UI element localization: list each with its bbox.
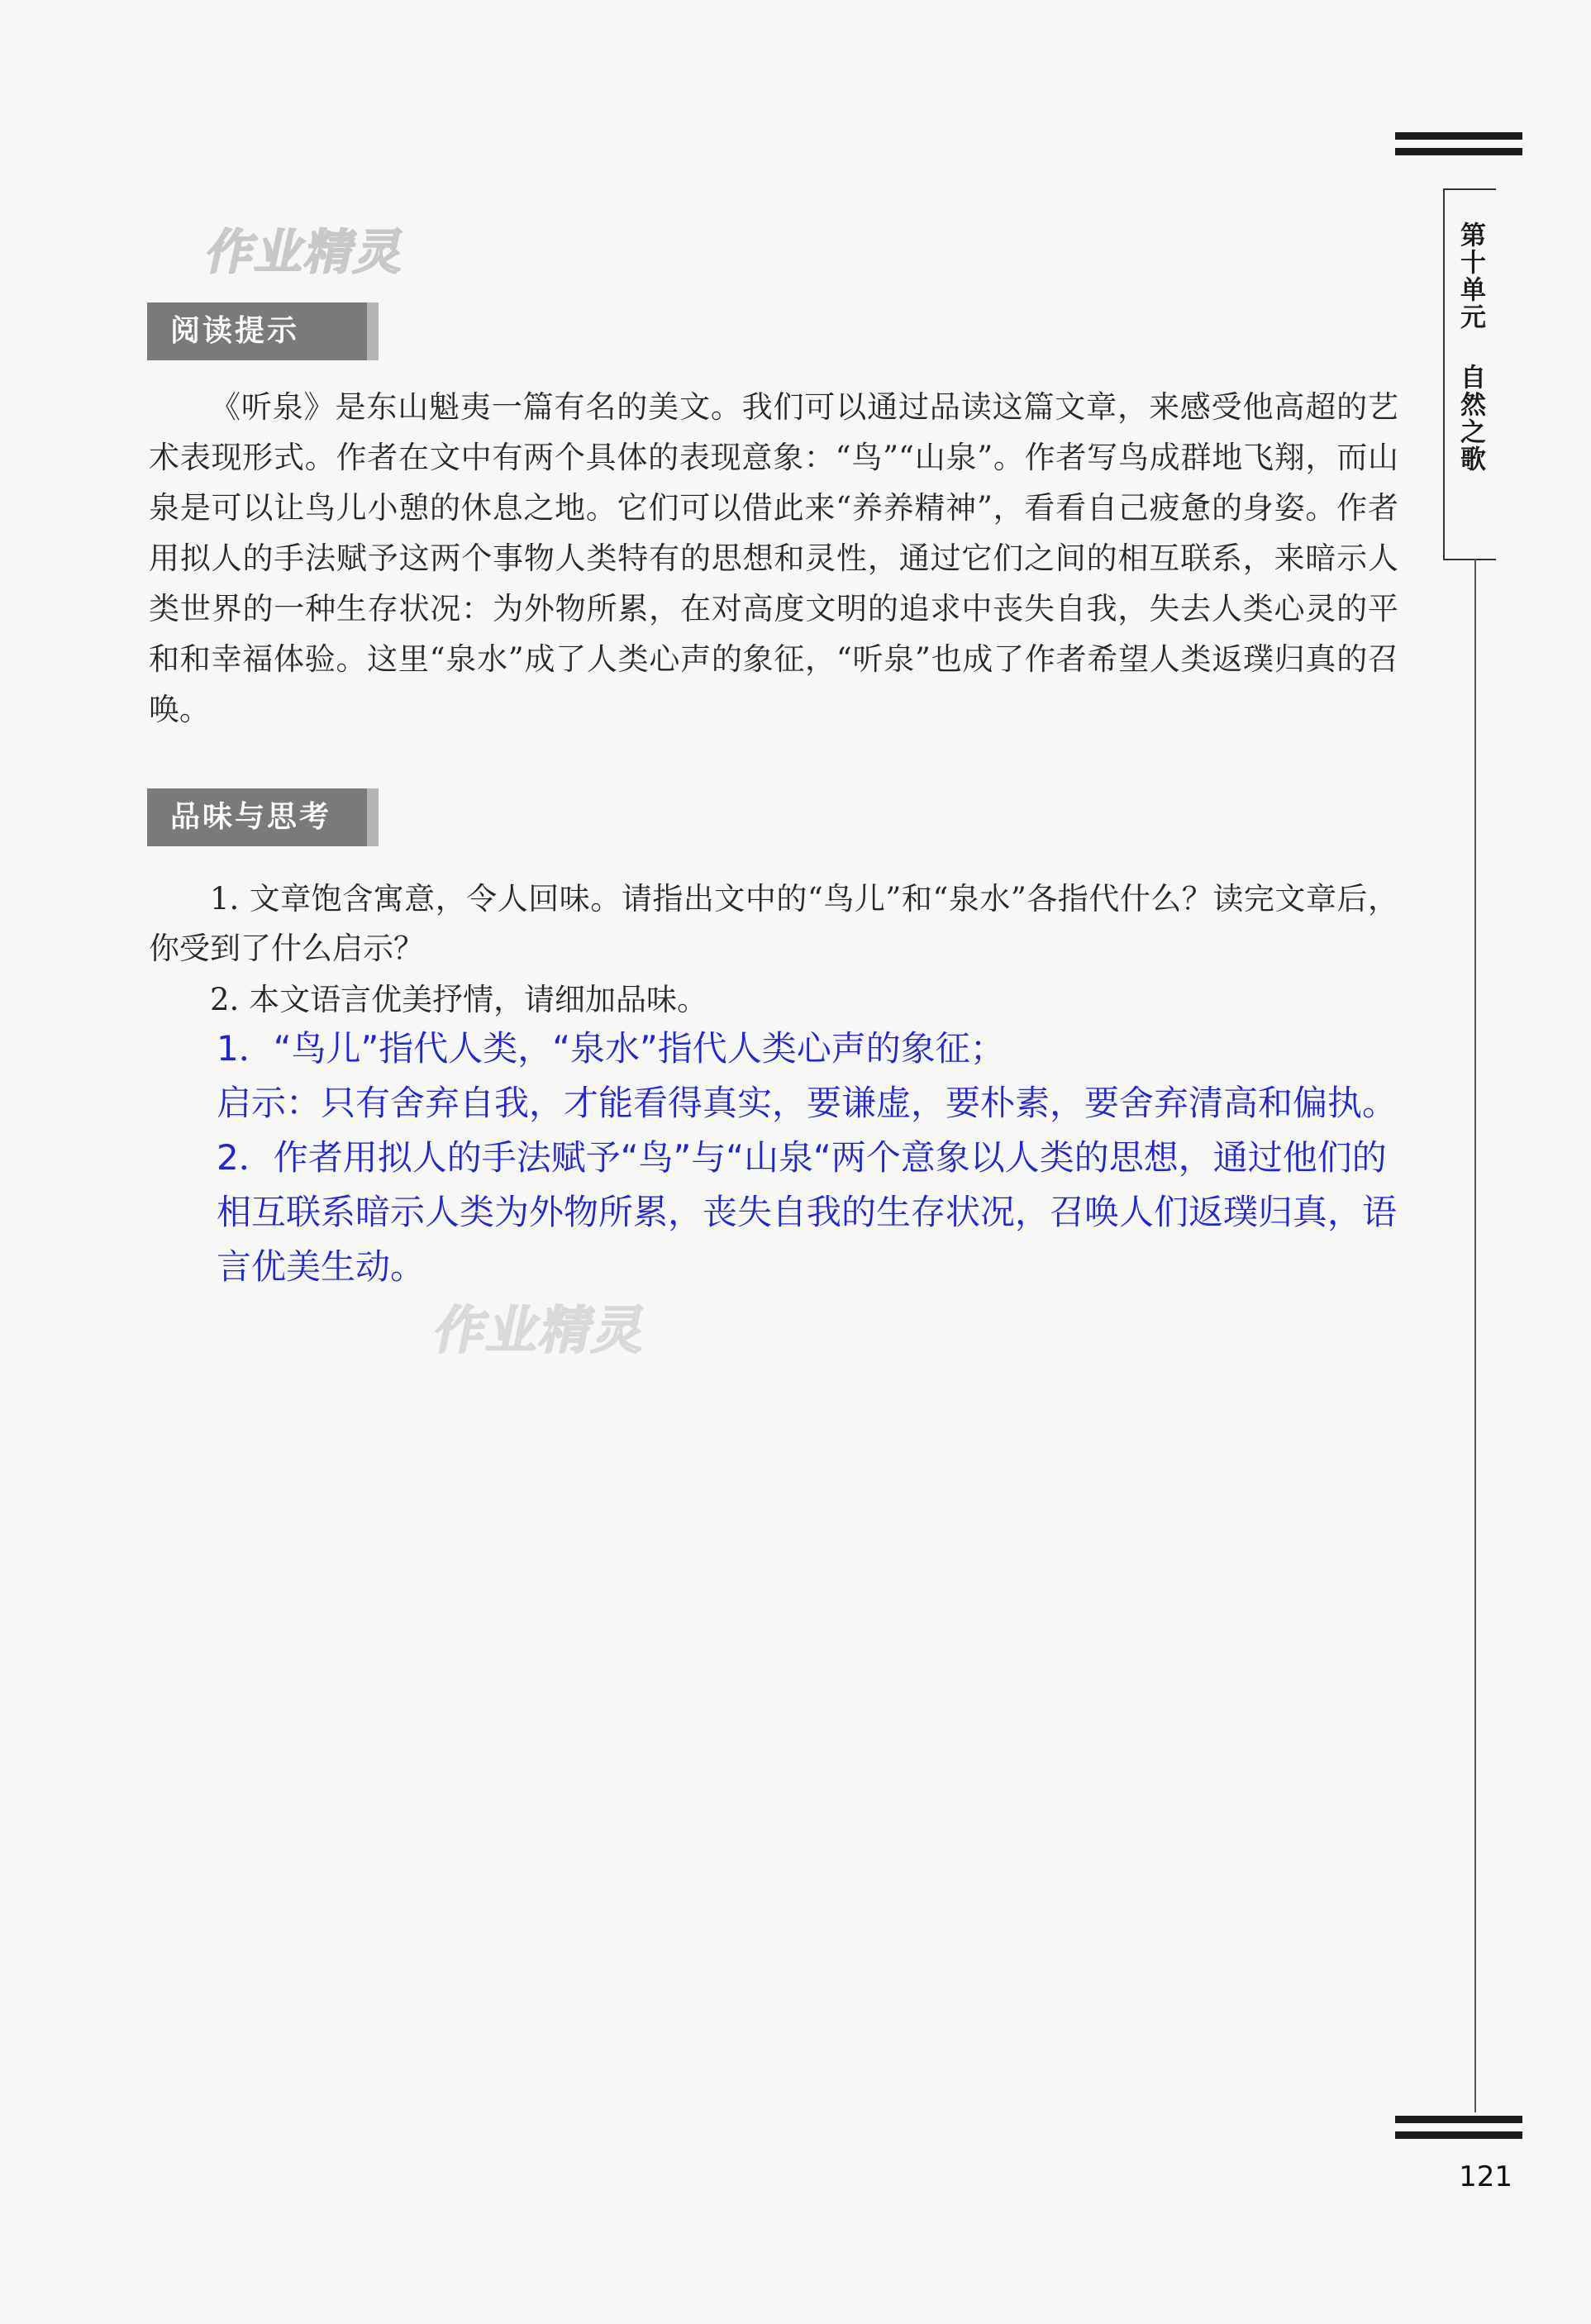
top-rule-bars bbox=[1395, 132, 1522, 164]
page-number: 121 bbox=[1459, 2160, 1512, 2193]
unit-tab bbox=[1443, 188, 1496, 560]
answer-2: 2．作者用拟人的手法赋予“鸟”与“山泉“两个意象以人类的思想，通过他们的相互联系暗示人类为外物所累，丧失自我的生存状况，召唤人们返璞归真，语言优美生动。 bbox=[217, 1137, 1398, 1287]
watermark-logo: 作业精灵 bbox=[201, 224, 412, 280]
answer-block bbox=[217, 1022, 1407, 1294]
reading-tip-heading: 阅读提示 bbox=[147, 302, 379, 360]
reading-tip-paragraph: 《听泉》是东山魁夷一篇有名的美文。我们可以通过品读这篇文章，来感受他高超的艺术表现形式。作者在文中有两个具体的表现意象：“鸟”“山泉”。作者写鸟成群地飞翔，而山泉是可以让鸟儿小憩的休息之地。它们可以借此来“养养精神”，看看自己疲惫的身姿。作者用拟人的手法赋予这两个事物人类特有的思想和灵性，通过它们之间的相互联系，来暗示人类世界的一种生存状况：为外物所累，在对高度文明的追求中丧失自我，失去人类心灵的平和和幸福体验。这里“泉水”成了人类心声的象征，“听泉”也成了作者希望人类返璞归真的召唤。 bbox=[149, 389, 1398, 727]
unit-number: 第十单元 bbox=[1455, 221, 1485, 331]
unit-title: 自然之歌 bbox=[1455, 364, 1485, 473]
watermark-logo: 作业精灵 bbox=[429, 1300, 654, 1360]
question-2: 2. 本文语言优美抒情，请细加品味。 bbox=[210, 982, 708, 1017]
questions-heading: 品味与思考 bbox=[147, 788, 379, 846]
question-1: 1. 文章饱含寓意，令人回味。请指出文中的“鸟儿”和“泉水”各指代什么？读完文章后，你受到了什么启示？ bbox=[149, 881, 1398, 966]
answer-1-line-2: 启示：只有舍弃自我，才能看得真实，要谦虚，要朴素，要舍弃清高和偏执。 bbox=[217, 1083, 1398, 1123]
answer-1-line-1: 1．“鸟儿”指代人类，“泉水”指代人类心声的象征； bbox=[217, 1028, 1005, 1069]
side-rule bbox=[1474, 559, 1476, 2112]
bottom-rule-bars bbox=[1395, 2116, 1522, 2147]
